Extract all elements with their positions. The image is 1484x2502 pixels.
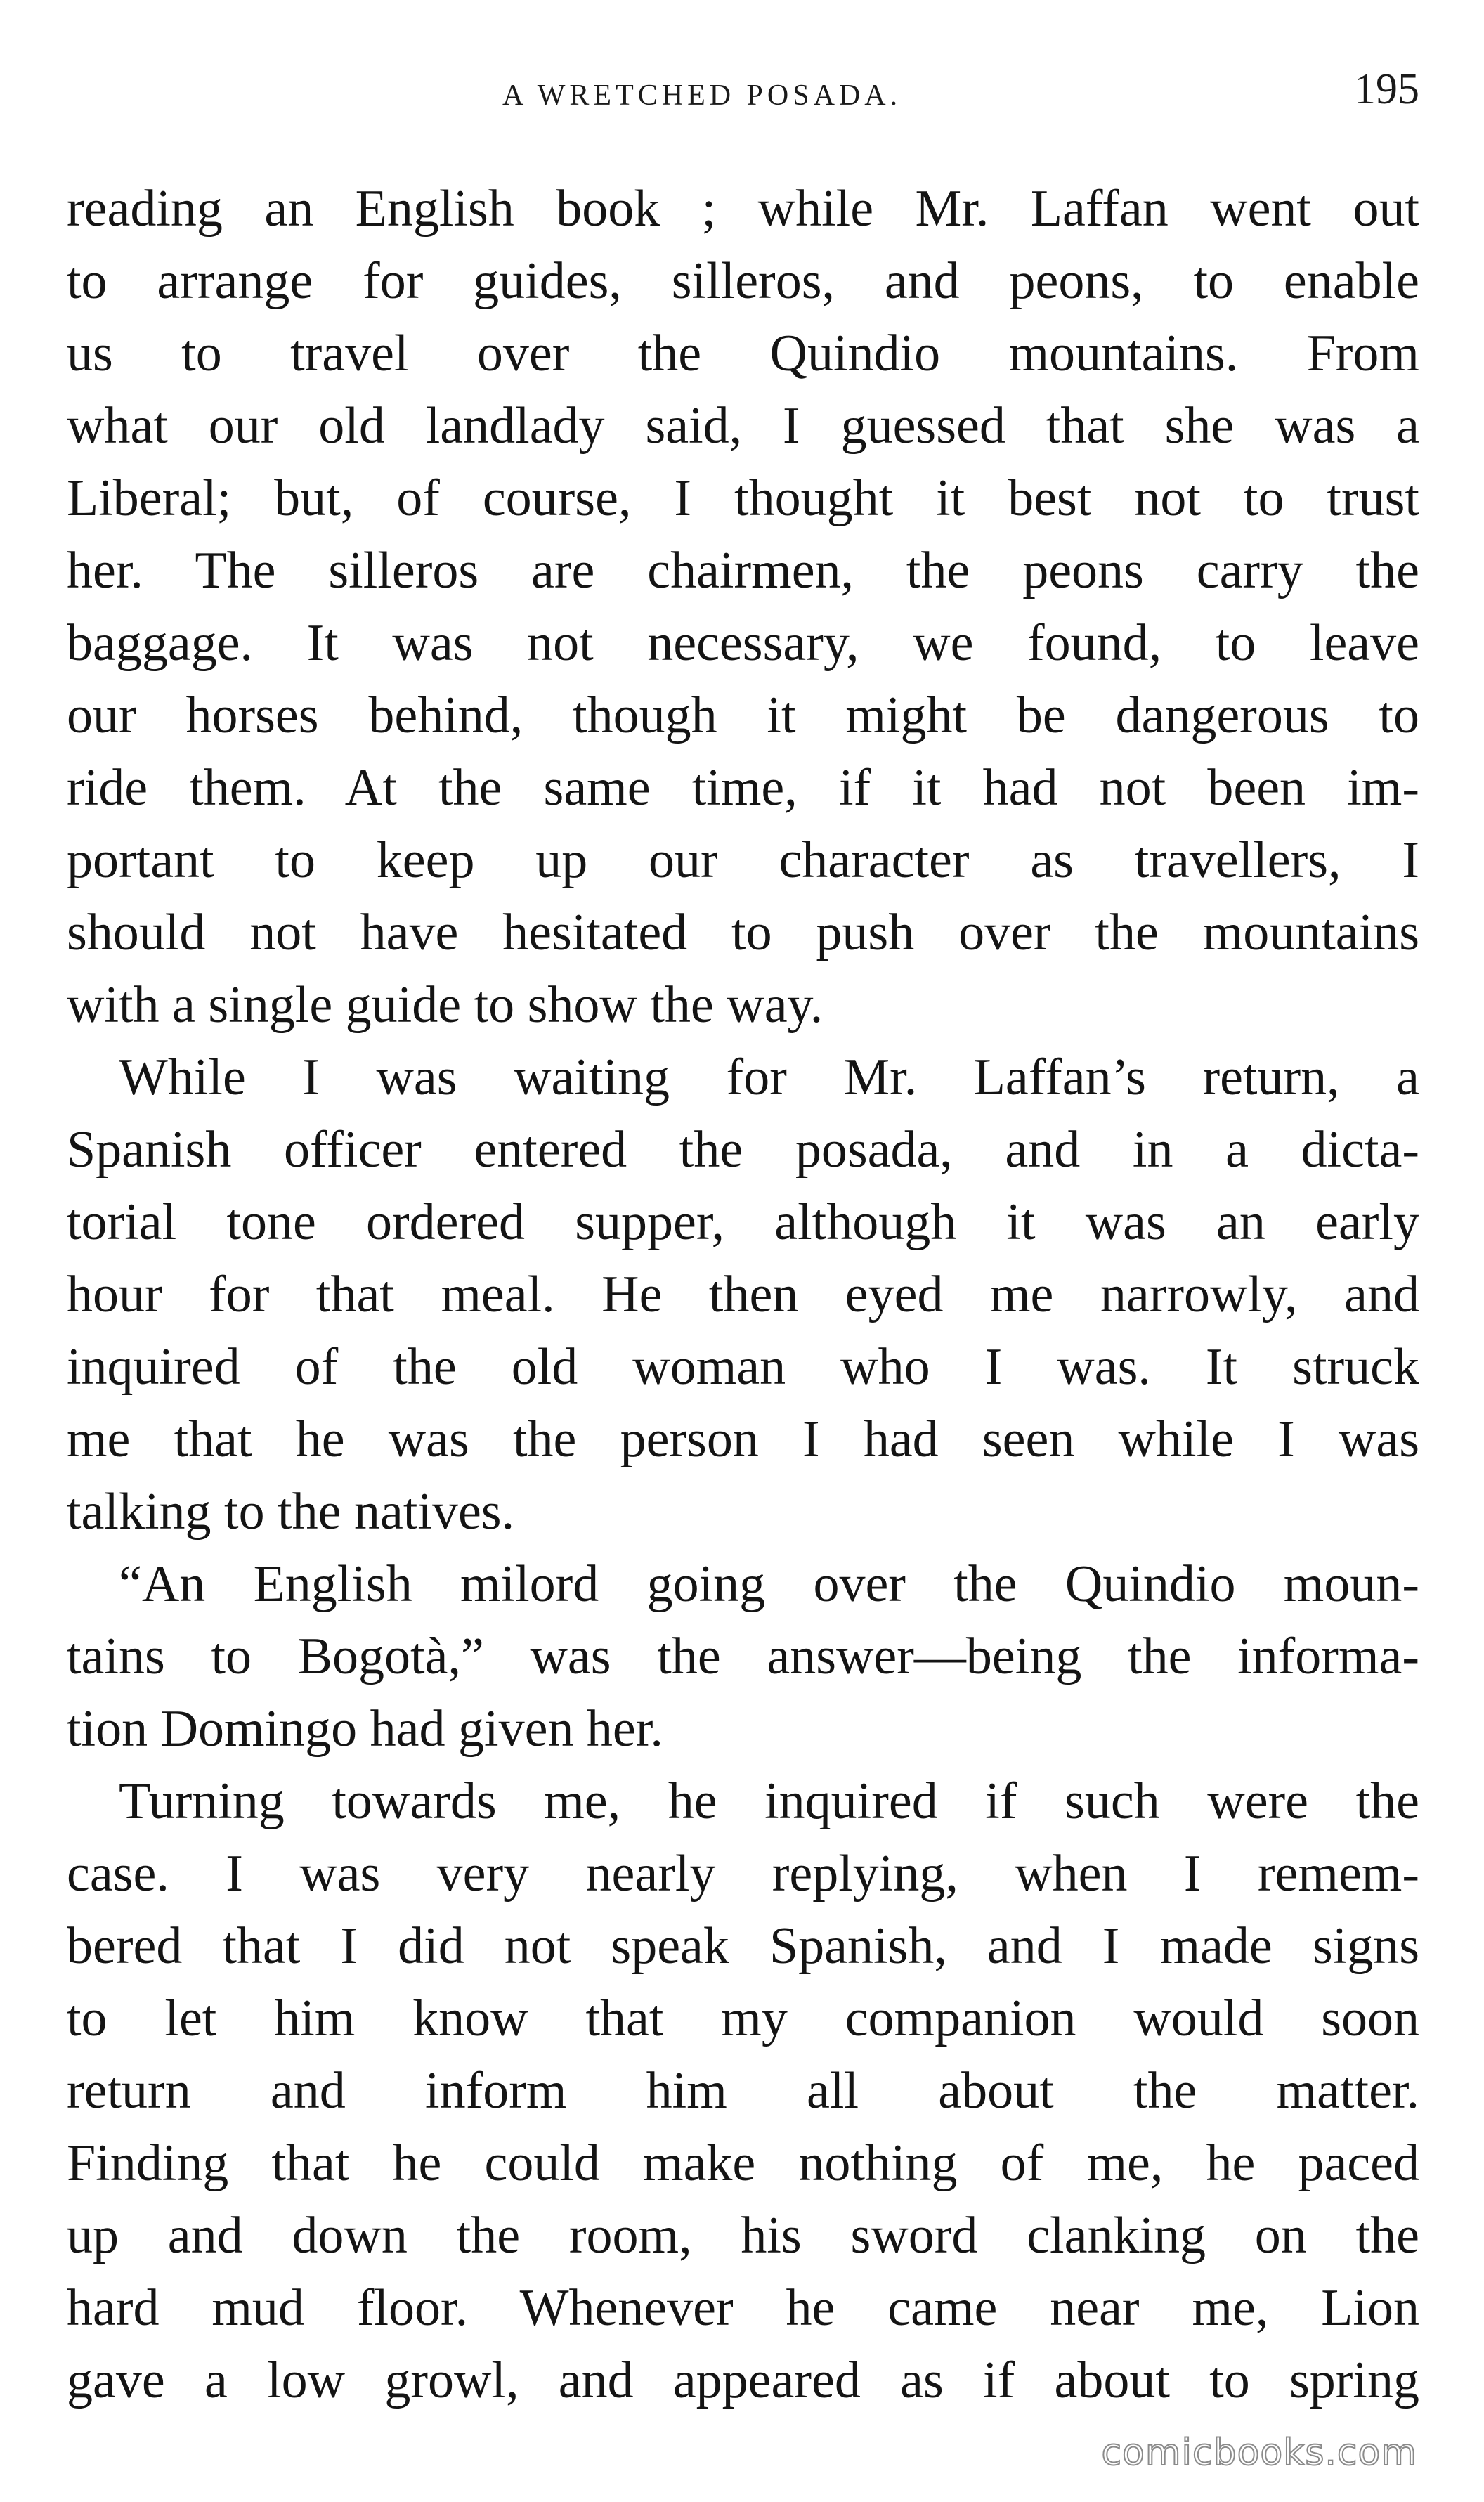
text-line: our horses behind, though it might be dangerous to <box>67 687 1419 744</box>
text-line: up and down the room, his sword clanking on the <box>67 2207 1419 2264</box>
text-line: what our old landlady said, I guessed that she was a <box>67 397 1419 455</box>
text-line: us to travel over the Quindio mountains. From <box>67 325 1419 382</box>
text-line: portant to keep up our character as travellers, I <box>67 831 1419 889</box>
text-line: tains to Bogotà,” was the answer—being the informa- <box>67 1628 1419 1685</box>
text-line: baggage. It was not necessary, we found, to leave <box>67 614 1419 672</box>
text-line: case. I was very nearly replying, when I remem- <box>67 1845 1419 1903</box>
text-line: Liberal; but, of course, I thought it best not to trust <box>67 469 1419 527</box>
text-line: “An English milord going over the Quindio moun- <box>67 1555 1419 1613</box>
text-line: to arrange for guides, silleros, and peons, to enable <box>67 252 1419 310</box>
text-line: Turning towards me, he inquired if such were the <box>67 1772 1419 1830</box>
running-title: A WRETCHED POSADA. <box>502 79 902 112</box>
text-line: ride them. At the same time, if it had not been im- <box>67 759 1419 817</box>
text-line: with a single guide to show the way. <box>67 976 824 1034</box>
text-line: hard mud floor. Whenever he came near me, Lion <box>67 2279 1419 2337</box>
text-line: tion Domingo had given her. <box>67 1700 663 1758</box>
text-line: gave a low growl, and appeared as if about to spring <box>67 2352 1419 2409</box>
body-text <box>67 173 1419 2417</box>
text-line: Finding that he could make nothing of me, he paced <box>67 2134 1419 2192</box>
watermark: comicbooks.com <box>1101 2432 1417 2474</box>
text-line: bered that I did not speak Spanish, and I made signs <box>67 1917 1419 1975</box>
text-line: to let him know that my companion would soon <box>67 1990 1419 2047</box>
page-number: 195 <box>1354 65 1419 113</box>
text-line: While I was waiting for Mr. Laffan’s return, a <box>67 1049 1419 1106</box>
text-line: reading an English book ; while Mr. Laffan went out <box>67 180 1419 238</box>
running-head <box>67 65 1419 121</box>
text-line: hour for that meal. He then eyed me narrowly, and <box>67 1266 1419 1323</box>
text-line: return and inform him all about the matter. <box>67 2062 1419 2120</box>
text-line: her. The silleros are chairmen, the peons carry the <box>67 542 1419 599</box>
text-line: me that he was the person I had seen while I was <box>67 1411 1419 1468</box>
text-line: inquired of the old woman who I was. It struck <box>67 1338 1419 1396</box>
text-line: talking to the natives. <box>67 1483 515 1541</box>
text-line: should not have hesitated to push over the mountains <box>67 904 1419 961</box>
text-line: Spanish officer entered the posada, and in a dicta- <box>67 1121 1419 1179</box>
text-line: torial tone ordered supper, although it was an early <box>67 1193 1419 1251</box>
